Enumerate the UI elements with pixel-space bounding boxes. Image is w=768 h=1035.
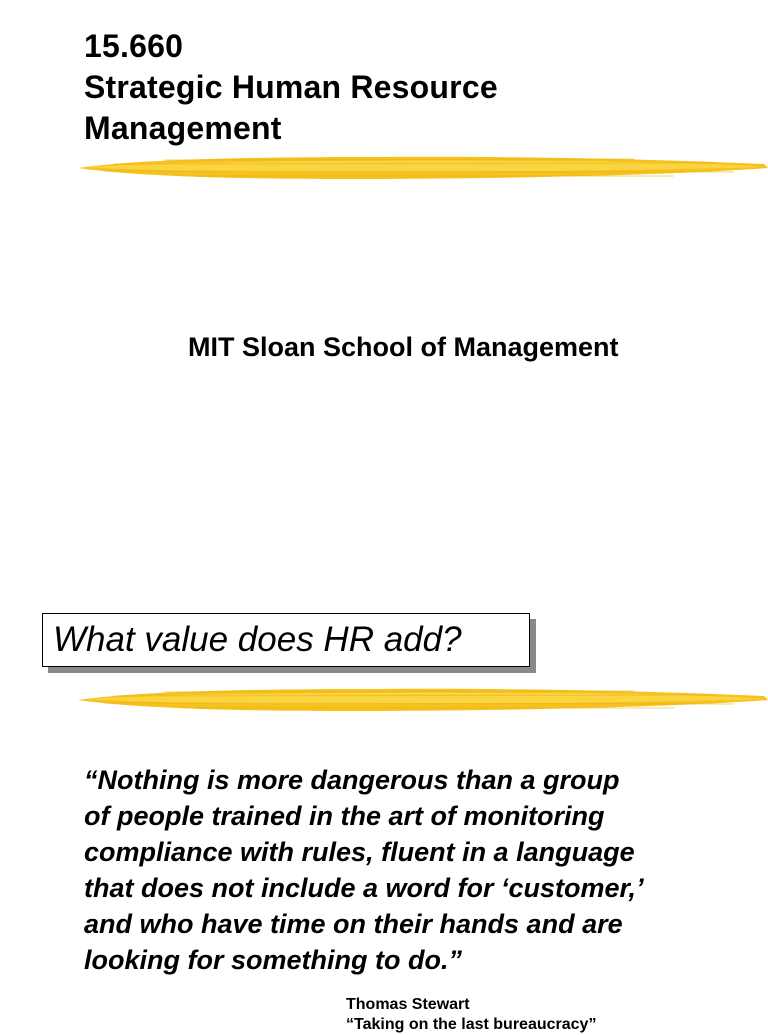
quote-line: and who have time on their hands and are [84,909,623,939]
course-title-line-2: Management [84,110,282,146]
quote-line: “Nothing is more dangerous than a group [84,765,620,795]
quote-line: of people trained in the art of monitoring [84,801,605,831]
quote-line: compliance with rules, fluent in a language [84,837,635,867]
slide-title [84,26,498,149]
quote [84,762,644,978]
question-text: What value does HR add? [53,620,462,659]
brush-stroke-divider-top [74,151,768,185]
quote-line: that does not include a word for ‘customer,’ [84,873,644,903]
attribution-author: Thomas Stewart [346,996,470,1013]
attribution [346,995,596,1035]
question-box [42,613,530,667]
brush-stroke-divider-bottom [74,683,768,717]
quote-line: looking for something to do.” [84,945,462,975]
course-title-line-1: Strategic Human Resource [84,69,498,105]
course-number: 15.660 [84,28,184,64]
attribution-source: “Taking on the last bureaucracy” [346,1016,597,1033]
institution-name: MIT Sloan School of Management [188,332,619,362]
